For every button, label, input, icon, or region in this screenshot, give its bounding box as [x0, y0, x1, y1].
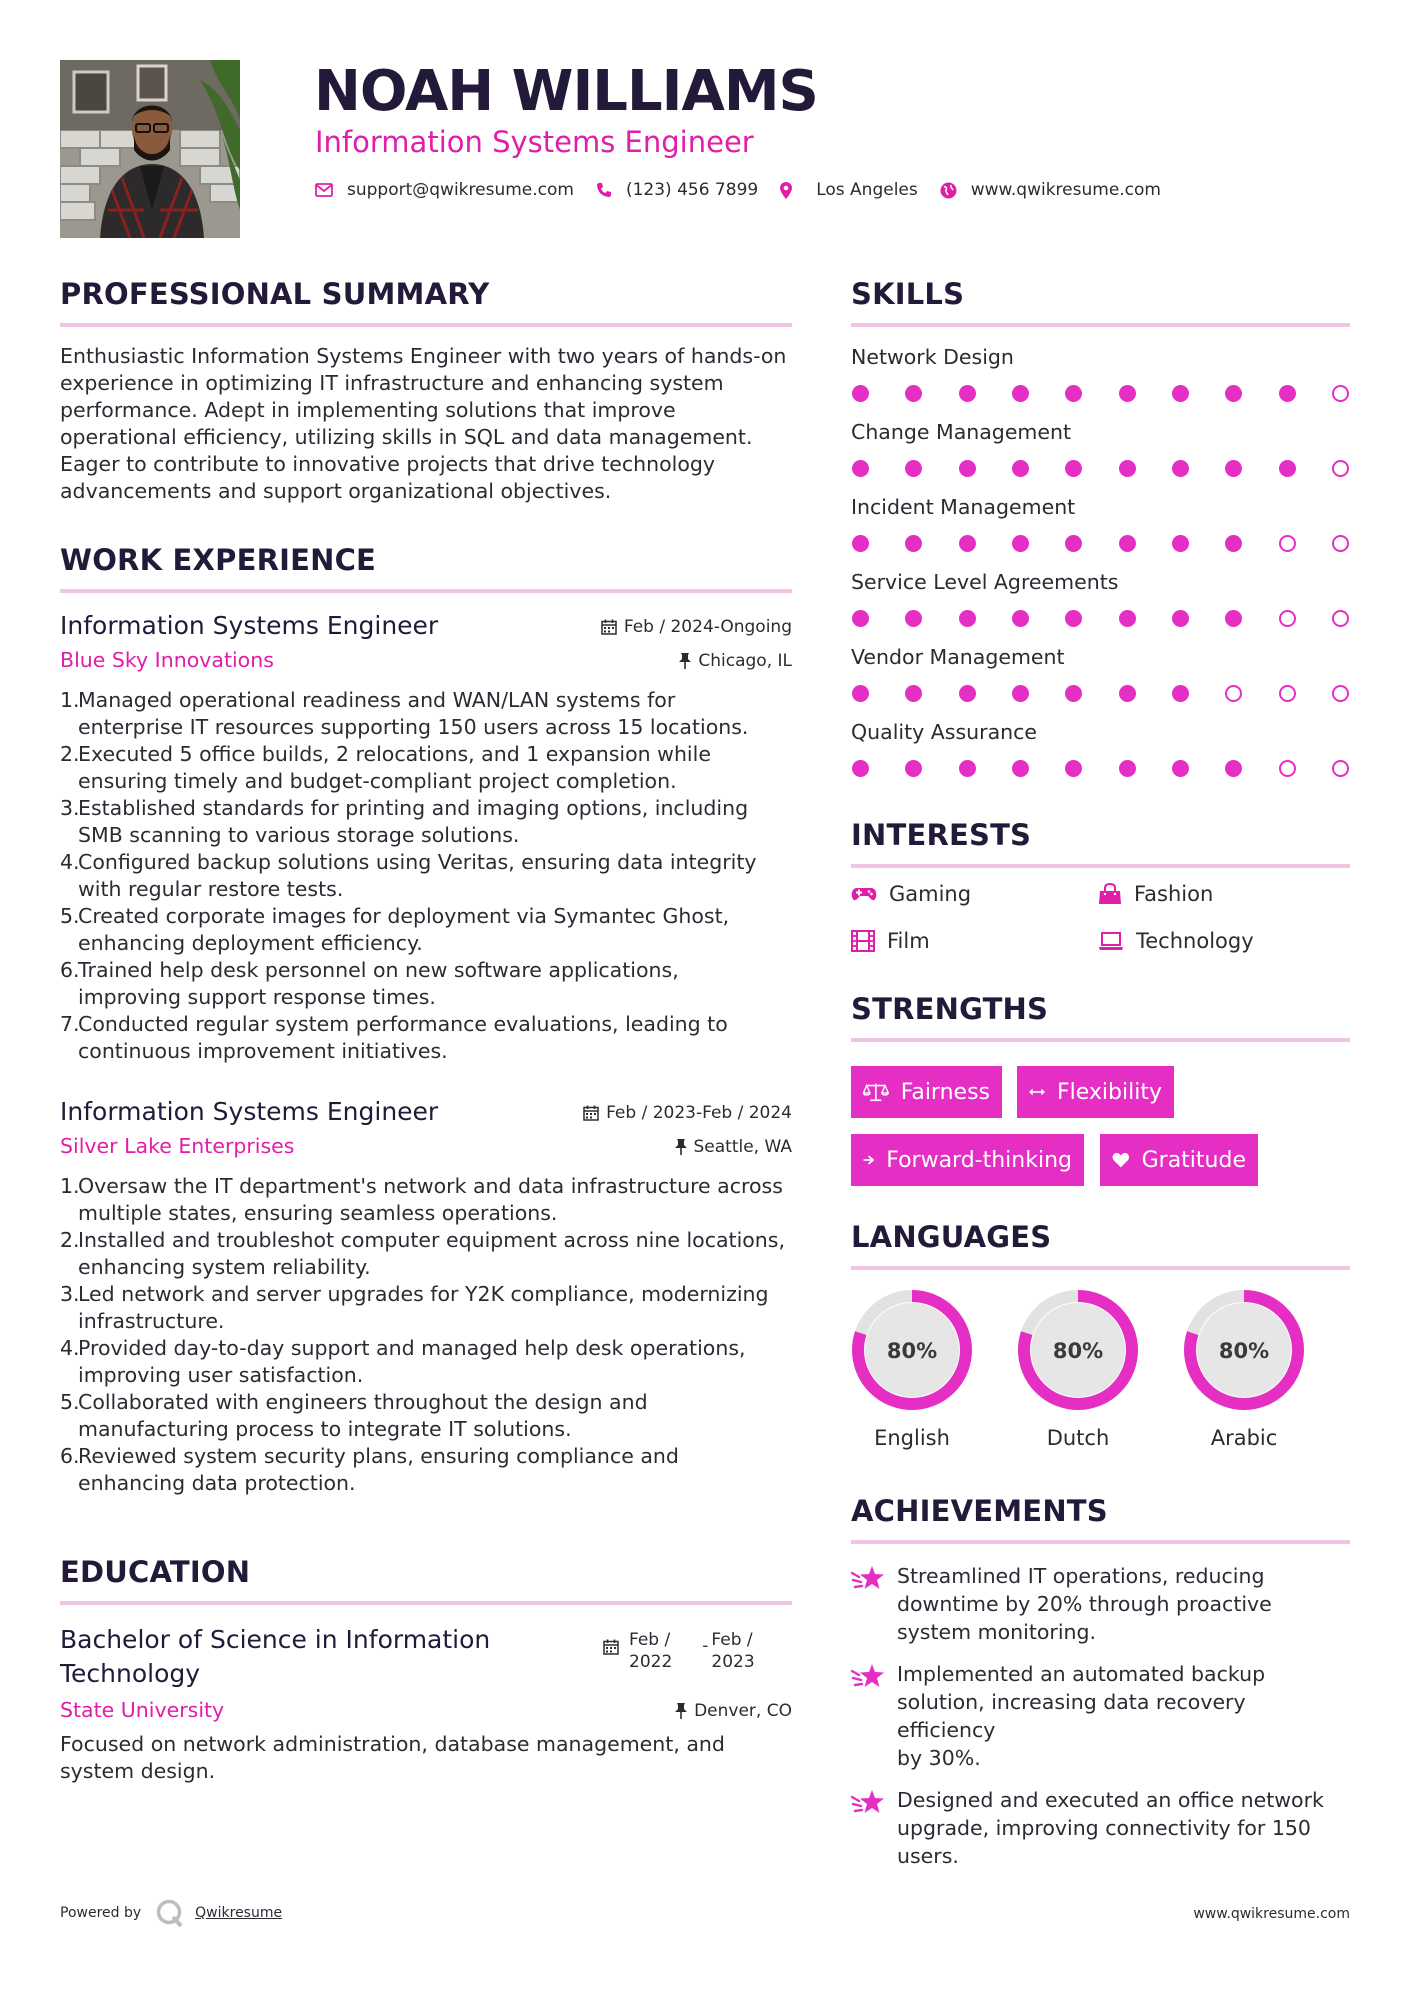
strength-label: Gratitude	[1141, 1147, 1246, 1173]
envelope-icon	[315, 183, 333, 197]
profile-photo-illustration	[60, 60, 240, 238]
education-entry	[60, 1623, 792, 1785]
interest-label: Film	[887, 929, 930, 953]
list-item	[60, 903, 792, 957]
contact-phone[interactable]	[596, 180, 758, 200]
skill-name: Incident Management	[851, 495, 1076, 519]
bullet-line: multiple states, ensuring seamless operations.	[78, 1201, 558, 1225]
rating-dot-empty	[1332, 535, 1349, 552]
skill-rating	[851, 679, 1350, 707]
rating-dot-filled	[852, 610, 869, 627]
end-year: 2023	[711, 1652, 755, 1672]
skill-item	[851, 493, 1350, 557]
section-divider	[60, 589, 792, 593]
education-start	[629, 1629, 672, 1673]
pushpin-icon	[675, 1139, 687, 1155]
rating-dot-empty	[1279, 685, 1296, 702]
bullet-number: 5.	[60, 904, 80, 928]
rating-dot-filled	[959, 385, 976, 402]
skill-rating	[851, 604, 1350, 632]
languages-section	[851, 1218, 1350, 1456]
achievement-line: upgrade, improving connectivity for 150	[897, 1816, 1311, 1840]
languages-title: LANGUAGES	[851, 1220, 1052, 1254]
section-divider	[851, 1266, 1350, 1270]
achievement-line: Streamlined IT operations, reducing	[897, 1564, 1265, 1588]
rating-dot-empty	[1332, 760, 1349, 777]
map-pin-icon	[780, 182, 792, 199]
rating-dot-filled	[852, 460, 869, 477]
bullet-line: improving user satisfaction.	[78, 1363, 364, 1387]
strength-badge	[1100, 1134, 1258, 1186]
summary-line: performance. Adept in implementing solutions that improve	[60, 398, 676, 422]
achievement-text	[897, 1562, 1272, 1646]
languages-list	[851, 1288, 1350, 1456]
bullet-number: 2.	[60, 742, 80, 766]
rating-dot-filled	[905, 385, 922, 402]
education-end	[711, 1629, 754, 1673]
achievements-section	[851, 1492, 1350, 1870]
interest-item	[851, 929, 930, 953]
job-company: Blue Sky Innovations	[60, 648, 274, 672]
powered-by-text: Powered by	[60, 1905, 142, 1921]
language-item	[1016, 1288, 1140, 1450]
skill-item	[851, 643, 1350, 707]
bullet-line: Trained help desk personnel on new software applications,	[78, 958, 679, 982]
job-bullets	[60, 687, 792, 1065]
rating-dot-filled	[1065, 610, 1082, 627]
date-dash: -	[702, 1636, 709, 1656]
list-item	[60, 1011, 792, 1065]
achievement-line: system monitoring.	[897, 1620, 1097, 1644]
strength-label: Flexibility	[1057, 1079, 1162, 1105]
strength-badge	[851, 1066, 1002, 1118]
education-description	[60, 1731, 792, 1785]
rating-dot-filled	[1172, 610, 1189, 627]
list-item	[60, 741, 792, 795]
skill-item	[851, 343, 1350, 407]
list-item	[60, 957, 792, 1011]
rating-dot-empty	[1332, 385, 1349, 402]
website-text: www.qwikresume.com	[970, 180, 1161, 200]
skills-list	[851, 343, 1350, 782]
phone-text: (123) 456 7899	[625, 180, 759, 200]
section-divider	[851, 1038, 1350, 1042]
job-location	[675, 1137, 793, 1157]
list-item	[60, 795, 792, 849]
contact-website[interactable]	[940, 180, 1161, 200]
strength-badge	[1017, 1066, 1174, 1118]
education-location	[675, 1701, 792, 1721]
skills-title: SKILLS	[851, 277, 965, 311]
job-title: Information Systems Engineer	[60, 611, 439, 640]
skill-item	[851, 718, 1350, 782]
bullet-number: 6.	[60, 1444, 80, 1468]
job-company: Silver Lake Enterprises	[60, 1134, 295, 1158]
list-item	[60, 1227, 792, 1281]
bullet-number: 1.	[60, 1174, 80, 1198]
language-ring-chart	[850, 1288, 974, 1412]
shooting-star-icon	[851, 1787, 885, 1815]
degree-line: Technology	[60, 1659, 201, 1688]
bullet-number: 7.	[60, 1012, 80, 1036]
bullet-number: 3.	[60, 796, 80, 820]
job-entry	[60, 1095, 792, 1497]
education-desc-line: Focused on network administration, database management, and	[60, 1732, 725, 1756]
job-dates	[601, 617, 792, 637]
interests-title: INTERESTS	[851, 818, 1032, 852]
resume-header	[60, 60, 1350, 240]
calendar-icon	[603, 1639, 619, 1655]
pushpin-icon	[675, 1703, 687, 1719]
rating-dot-empty	[1332, 610, 1349, 627]
footer-site[interactable]: www.qwikresume.com	[1193, 1906, 1350, 1922]
interest-item	[851, 882, 971, 906]
rating-dot-filled	[1065, 535, 1082, 552]
bullet-line: continuous improvement initiatives.	[78, 1039, 448, 1063]
bullet-line: improving support response times.	[78, 985, 436, 1009]
rating-dot-filled	[1172, 535, 1189, 552]
rating-dot-filled	[1225, 460, 1242, 477]
bullet-line: enhancing system reliability.	[78, 1255, 371, 1279]
achievement-text	[897, 1660, 1350, 1772]
achievement-line: Implemented an automated backup	[897, 1662, 1266, 1686]
bullet-line: Conducted regular system performance evaluations, leading to	[78, 1012, 728, 1036]
language-name: Arabic	[1210, 1426, 1278, 1450]
profile-photo	[60, 60, 240, 238]
rating-dot-filled	[1119, 460, 1136, 477]
candidate-name: NOAH WILLIAMS	[314, 59, 818, 124]
shooting-star-icon	[851, 1563, 885, 1591]
rating-dot-filled	[1119, 610, 1136, 627]
strengths-title: STRENGTHS	[851, 992, 1049, 1026]
rating-dot-filled	[1279, 385, 1296, 402]
language-ring-chart	[1182, 1288, 1306, 1412]
work-section	[60, 541, 792, 1497]
rating-dot-filled	[959, 460, 976, 477]
skill-name: Change Management	[851, 420, 1072, 444]
bullet-number: 5.	[60, 1390, 80, 1414]
work-title: WORK EXPERIENCE	[60, 543, 377, 577]
rating-dot-filled	[1225, 760, 1242, 777]
rating-dot-filled	[905, 685, 922, 702]
degree-line: Bachelor of Science in Information	[60, 1625, 491, 1654]
achievements-list	[851, 1562, 1350, 1870]
calendar-icon	[601, 619, 617, 635]
skill-rating	[851, 379, 1350, 407]
globe-icon	[940, 182, 957, 199]
bullet-line: Reviewed system security plans, ensuring compliance and	[78, 1444, 679, 1468]
bullet-line: enhancing deployment efficiency.	[78, 931, 423, 955]
rating-dot-filled	[1172, 760, 1189, 777]
language-name: English	[874, 1426, 950, 1450]
footer-powered-by	[60, 1898, 282, 1928]
rating-dot-filled	[1225, 610, 1242, 627]
bullet-number: 3.	[60, 1282, 80, 1306]
rating-dot-filled	[1065, 460, 1082, 477]
bullet-number: 4.	[60, 850, 80, 874]
achievement-item	[851, 1786, 1350, 1870]
achievement-item	[851, 1660, 1350, 1772]
job-location	[679, 651, 792, 671]
bullet-line: Collaborated with engineers throughout the design and	[78, 1390, 648, 1414]
skill-item	[851, 568, 1350, 632]
list-item	[60, 1173, 792, 1227]
rating-dot-filled	[1012, 610, 1029, 627]
rating-dot-filled	[852, 685, 869, 702]
education-dates	[603, 1629, 755, 1673]
achievement-line: Designed and executed an office network	[897, 1788, 1324, 1812]
rating-dot-filled	[1065, 685, 1082, 702]
bullet-line: Installed and troubleshot computer equipment across nine locations,	[78, 1228, 785, 1252]
interests-section	[851, 816, 1350, 978]
rating-dot-filled	[1012, 460, 1029, 477]
bullet-line: SMB scanning to various storage solutions.	[78, 823, 520, 847]
school-name: State University	[60, 1698, 225, 1722]
summary-line: operational efficiency, utilizing skills in SQL and data management.	[60, 425, 753, 449]
rating-dot-empty	[1225, 685, 1242, 702]
skill-rating	[851, 754, 1350, 782]
language-item	[850, 1288, 974, 1450]
job-entry	[60, 609, 792, 1065]
list-item	[60, 1443, 792, 1497]
gamepad-icon	[851, 884, 877, 904]
skill-name: Service Level Agreements	[851, 570, 1119, 594]
bullet-line: Led network and server upgrades for Y2K compliance, modernizing	[78, 1282, 769, 1306]
strength-badge	[851, 1134, 1084, 1186]
achievement-line: solution, increasing data recovery efficiency	[897, 1690, 1246, 1742]
shopping-bag-icon	[1098, 883, 1122, 905]
rating-dot-filled	[852, 535, 869, 552]
list-item	[60, 849, 792, 903]
bullet-line: infrastructure.	[78, 1309, 225, 1333]
job-location-text: Chicago, IL	[698, 651, 792, 671]
education-section	[60, 1553, 792, 1785]
section-divider	[851, 1540, 1350, 1544]
rating-dot-filled	[1012, 535, 1029, 552]
bullet-line: ensuring timely and budget-compliant project completion.	[78, 769, 677, 793]
bullet-line: Oversaw the IT department's network and data infrastructure across	[78, 1174, 783, 1198]
rating-dot-filled	[959, 535, 976, 552]
section-divider	[851, 323, 1350, 327]
rating-dot-filled	[1172, 385, 1189, 402]
rating-dot-filled	[905, 460, 922, 477]
interest-label: Fashion	[1134, 882, 1214, 906]
summary-line: experience in optimizing IT infrastructure and enhancing system	[60, 371, 724, 395]
bullet-number: 2.	[60, 1228, 80, 1252]
rating-dot-empty	[1279, 610, 1296, 627]
bullet-line: Configured backup solutions using Veritas, ensuring data integrity	[78, 850, 757, 874]
interest-label: Gaming	[889, 882, 972, 906]
list-item	[60, 1389, 792, 1443]
education-location-text: Denver, CO	[694, 1701, 792, 1721]
rating-dot-filled	[1172, 460, 1189, 477]
summary-section	[60, 275, 792, 505]
education-title: EDUCATION	[60, 1555, 251, 1589]
phone-icon	[596, 182, 612, 198]
skill-name: Vendor Management	[851, 645, 1065, 669]
rating-dot-filled	[1065, 385, 1082, 402]
section-divider	[851, 864, 1350, 868]
contact-bar	[315, 177, 1183, 203]
bullet-line: Established standards for printing and imaging options, including	[78, 796, 749, 820]
rating-dot-filled	[852, 760, 869, 777]
qwikresume-link[interactable]: Qwikresume	[195, 1905, 283, 1921]
bullet-line: Provided day-to-day support and managed help desk operations,	[78, 1336, 746, 1360]
interests-grid	[851, 882, 1350, 978]
rating-dot-filled	[1225, 385, 1242, 402]
achievement-line: by 30%.	[897, 1746, 981, 1770]
education-desc-line: system design.	[60, 1759, 216, 1783]
skill-rating	[851, 529, 1350, 557]
ring-percent-label: 80%	[1218, 1339, 1270, 1363]
job-bullets	[60, 1173, 792, 1497]
rating-dot-filled	[1012, 760, 1029, 777]
rating-dot-filled	[1012, 385, 1029, 402]
list-item	[60, 1281, 792, 1335]
rating-dot-empty	[1332, 460, 1349, 477]
skills-section	[851, 275, 1350, 782]
bullet-number: 6.	[60, 958, 80, 982]
language-item	[1182, 1288, 1306, 1450]
bullet-line: with regular restore tests.	[78, 877, 344, 901]
rating-dot-filled	[959, 610, 976, 627]
list-item	[60, 1335, 792, 1389]
rating-dot-filled	[1119, 385, 1136, 402]
heart-icon	[1112, 1149, 1130, 1171]
start-month: Feb /	[629, 1630, 671, 1650]
ring-percent-label: 80%	[1052, 1339, 1104, 1363]
bullet-line: enterprise IT resources supporting 150 users across 15 locations.	[78, 715, 749, 739]
job-dates-text: Feb / 2024-Ongoing	[623, 617, 792, 637]
bullet-line: Managed operational readiness and WAN/LAN systems for	[78, 688, 676, 712]
language-name: Dutch	[1046, 1426, 1110, 1450]
film-icon	[851, 930, 875, 952]
bullet-line: Executed 5 office builds, 2 relocations, and 1 expansion while	[78, 742, 711, 766]
contact-email[interactable]	[315, 180, 574, 200]
right-column	[851, 275, 1350, 1884]
rating-dot-filled	[1119, 760, 1136, 777]
rating-dot-filled	[1225, 535, 1242, 552]
achievement-text	[897, 1786, 1324, 1870]
interest-item	[1098, 882, 1213, 906]
rating-dot-filled	[959, 760, 976, 777]
arrow-right-icon	[863, 1151, 874, 1169]
contact-location	[780, 180, 918, 200]
arrows-horizontal-icon	[1029, 1085, 1045, 1099]
email-text: support@qwikresume.com	[347, 180, 574, 200]
rating-dot-filled	[1119, 685, 1136, 702]
skill-name: Network Design	[851, 345, 1014, 369]
bullet-line: enhancing data protection.	[78, 1471, 356, 1495]
achievement-line: downtime by 20% through proactive	[897, 1592, 1272, 1616]
rating-dot-filled	[1172, 685, 1189, 702]
ring-percent-label: 80%	[886, 1339, 938, 1363]
job-location-text: Seattle, WA	[693, 1137, 792, 1157]
section-divider	[60, 323, 792, 327]
language-ring-chart	[1016, 1288, 1140, 1412]
achievement-item	[851, 1562, 1350, 1646]
rating-dot-filled	[905, 535, 922, 552]
bullet-line: Created corporate images for deployment via Symantec Ghost,	[78, 904, 730, 928]
rating-dot-empty	[1279, 760, 1296, 777]
calendar-icon	[583, 1105, 599, 1121]
candidate-role: Information Systems Engineer	[315, 125, 754, 159]
section-divider	[60, 1601, 792, 1605]
start-year: 2022	[629, 1652, 673, 1672]
laptop-icon	[1098, 931, 1124, 951]
left-column	[60, 275, 792, 1785]
strength-label: Forward-thinking	[886, 1147, 1072, 1173]
shooting-star-icon	[851, 1661, 885, 1689]
skill-rating	[851, 454, 1350, 482]
job-dates	[583, 1103, 792, 1123]
rating-dot-filled	[1065, 760, 1082, 777]
bullet-number: 1.	[60, 688, 80, 712]
rating-dot-empty	[1332, 685, 1349, 702]
pushpin-icon	[679, 653, 691, 669]
achievements-title: ACHIEVEMENTS	[851, 1494, 1108, 1528]
rating-dot-filled	[1279, 460, 1296, 477]
strength-label: Fairness	[900, 1079, 990, 1105]
rating-dot-filled	[905, 610, 922, 627]
end-month: Feb /	[711, 1630, 753, 1650]
skill-item	[851, 418, 1350, 482]
rating-dot-filled	[852, 385, 869, 402]
interest-item	[1098, 929, 1254, 953]
summary-title: PROFESSIONAL SUMMARY	[60, 277, 490, 311]
strengths-section	[851, 990, 1350, 1190]
bullet-number: 4.	[60, 1336, 80, 1360]
bullet-line: manufacturing process to integrate IT solutions.	[78, 1417, 572, 1441]
rating-dot-filled	[1012, 685, 1029, 702]
rating-dot-empty	[1279, 535, 1296, 552]
rating-dot-filled	[905, 760, 922, 777]
job-title: Information Systems Engineer	[60, 1097, 439, 1126]
job-dates-text: Feb / 2023-Feb / 2024	[606, 1103, 792, 1123]
scale-icon	[863, 1081, 889, 1103]
qwikresume-logo-icon	[155, 1898, 185, 1928]
summary-text	[60, 343, 792, 505]
rating-dot-filled	[1119, 535, 1136, 552]
list-item	[60, 687, 792, 741]
skill-name: Quality Assurance	[851, 720, 1038, 744]
location-text: Los Angeles	[816, 180, 918, 200]
interest-label: Technology	[1136, 929, 1254, 953]
summary-line: Eager to contribute to innovative projects that drive technology	[60, 452, 716, 476]
rating-dot-filled	[959, 685, 976, 702]
summary-line: advancements and support organizational objectives.	[60, 479, 612, 503]
summary-line: Enthusiastic Information Systems Engineer with two years of hands-on	[60, 344, 787, 368]
strengths-badges	[851, 1066, 1350, 1190]
achievement-line: users.	[897, 1844, 959, 1868]
